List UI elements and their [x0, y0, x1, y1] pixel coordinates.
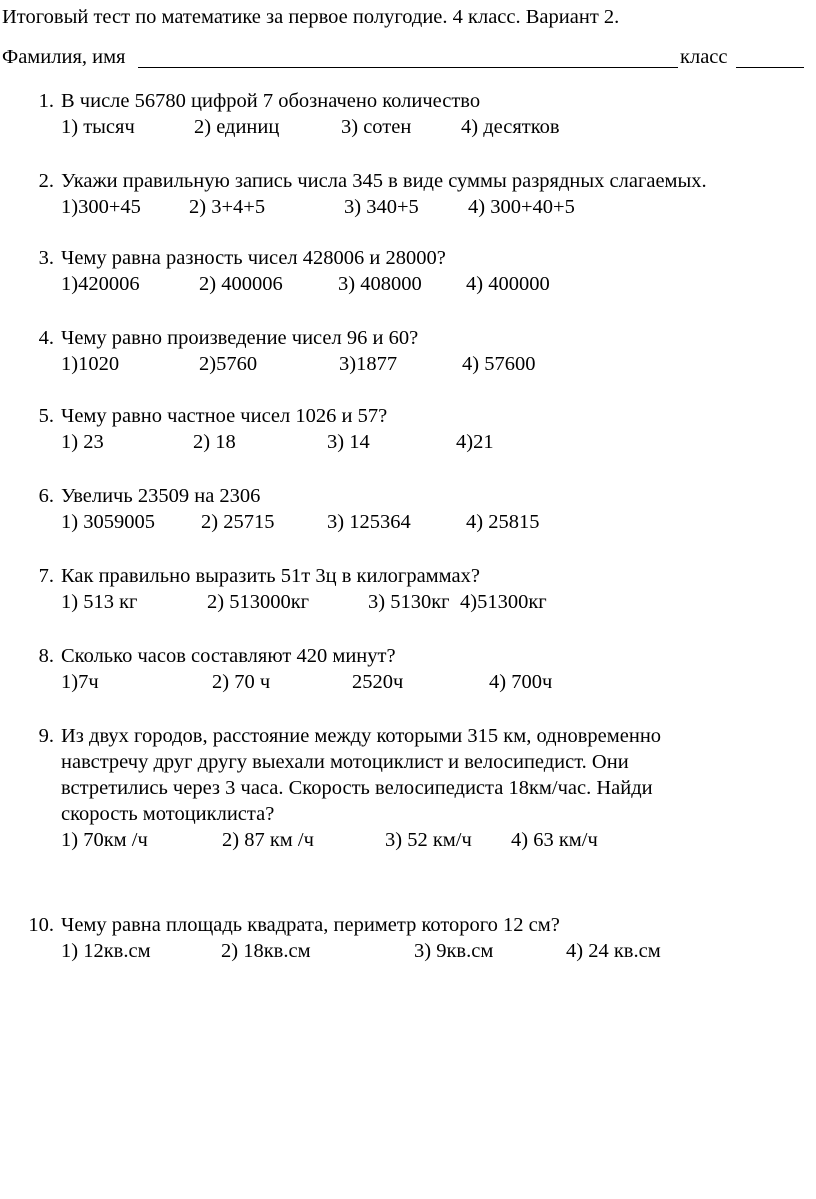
answer-option-2[interactable]: 2) 18	[193, 431, 236, 453]
answer-options	[0, 827, 816, 853]
answer-option-2[interactable]: 2) 400006	[199, 273, 283, 295]
answer-option-4[interactable]: 4)21	[456, 431, 494, 453]
answer-option-1[interactable]: 1)7ч	[61, 671, 99, 693]
answer-option-4[interactable]: 4) 63 км/ч	[511, 829, 598, 851]
answer-option-2[interactable]: 2) 18кв.см	[221, 940, 311, 962]
answer-option-1[interactable]: 1) 12кв.см	[61, 940, 151, 962]
answer-option-1[interactable]: 1) 23	[61, 431, 104, 453]
answer-option-1[interactable]: 1)1020	[61, 353, 120, 375]
question-number: 7.	[38, 565, 54, 587]
student-info-row	[2, 44, 808, 70]
answer-option-2[interactable]: 2) единиц	[194, 116, 280, 138]
answer-options	[0, 589, 816, 615]
question-text-line: В числе 56780 цифрой 7 обозначено количество	[61, 90, 481, 112]
question-text	[61, 563, 781, 589]
class-label: класс	[680, 46, 728, 68]
question-text	[61, 643, 781, 669]
question-text-line: Укажи правильную запись числа 345 в виде суммы разрядных слагаемых.	[61, 170, 707, 192]
question-text-line: Как правильно выразить 51т 3ц в килограммах?	[61, 565, 480, 587]
question-number: 8.	[38, 645, 54, 667]
answer-option-1[interactable]: 1) 70км /ч	[61, 829, 148, 851]
answer-option-3[interactable]: 3) 52 км/ч	[385, 829, 472, 851]
class-blank-line[interactable]	[736, 67, 804, 68]
question-number: 4.	[38, 327, 54, 349]
answer-options	[0, 938, 816, 964]
answer-option-4[interactable]: 4) 24 кв.см	[566, 940, 661, 962]
answer-option-2[interactable]: 2) 70 ч	[212, 671, 271, 693]
question-text	[61, 325, 781, 351]
answer-option-3[interactable]: 2520ч	[352, 671, 404, 693]
answer-option-3[interactable]: 3) 125364	[327, 511, 411, 533]
answer-options	[0, 509, 816, 535]
answer-option-3[interactable]: 3) 340+5	[344, 196, 419, 218]
question-text-line: встретились через 3 часа. Скорость велосипедиста 18км/час. Найди	[61, 777, 653, 799]
answer-option-1[interactable]: 1)420006	[61, 273, 140, 295]
question-text-line: Из двух городов, расстояние между которыми 315 км, одновременно	[61, 725, 662, 747]
question-text-line: Чему равно частное чисел 1026 и 57?	[61, 405, 388, 427]
answer-option-4[interactable]: 4) 300+40+5	[468, 196, 575, 218]
question-text-line: Увеличь 23509 на 2306	[61, 485, 261, 507]
question-text	[61, 88, 781, 114]
question-number: 5.	[38, 405, 54, 427]
answer-option-1[interactable]: 1)300+45	[61, 196, 141, 218]
answer-options	[0, 271, 816, 297]
answer-options	[0, 114, 816, 140]
answer-option-4[interactable]: 4)51300кг	[460, 591, 547, 613]
answer-option-2[interactable]: 2) 3+4+5	[189, 196, 266, 218]
question-number: 6.	[38, 485, 54, 507]
answer-option-3[interactable]: 3) 408000	[338, 273, 422, 295]
answer-option-4[interactable]: 4) десятков	[461, 116, 560, 138]
answer-option-4[interactable]: 4) 400000	[466, 273, 550, 295]
question-text-line: навстречу друг другу выехали мотоциклист и велосипедист. Они	[61, 751, 629, 773]
answer-option-3[interactable]: 3) 9кв.см	[414, 940, 494, 962]
question-text-line: Чему равна площадь квадрата, периметр которого 12 см?	[61, 914, 560, 936]
answer-option-3[interactable]: 3)1877	[339, 353, 398, 375]
answer-option-1[interactable]: 1) 3059005	[61, 511, 155, 533]
answer-options	[0, 669, 816, 695]
answer-option-1[interactable]: 1) тысяч	[61, 116, 135, 138]
test-title: Итоговый тест по математике за первое полугодие. 4 класс. Вариант 2.	[2, 6, 620, 28]
question-text-line: скорость мотоциклиста?	[61, 803, 275, 825]
question-text	[61, 168, 781, 194]
answer-option-2[interactable]: 2) 513000кг	[207, 591, 310, 613]
question-text	[61, 483, 781, 509]
answer-option-4[interactable]: 4) 700ч	[489, 671, 553, 693]
answer-option-4[interactable]: 4) 57600	[462, 353, 536, 375]
answer-option-3[interactable]: 3) сотен	[341, 116, 412, 138]
question-text-line: Сколько часов составляют 420 минут?	[61, 645, 396, 667]
question-number: 10.	[28, 914, 54, 936]
answer-options	[0, 351, 816, 377]
name-blank-line[interactable]	[138, 67, 678, 68]
question-text-line: Чему равно произведение чисел 96 и 60?	[61, 327, 419, 349]
answer-option-4[interactable]: 4) 25815	[466, 511, 540, 533]
answer-option-1[interactable]: 1) 513 кг	[61, 591, 138, 613]
question-number: 3.	[38, 247, 54, 269]
question-text	[61, 912, 781, 938]
name-label: Фамилия, имя	[2, 46, 126, 68]
question-number: 9.	[38, 725, 54, 747]
question-text	[61, 723, 781, 827]
answer-option-2[interactable]: 2) 25715	[201, 511, 275, 533]
question-text-line: Чему равна разность чисел 428006 и 28000?	[61, 247, 446, 269]
answer-options	[0, 429, 816, 455]
question-text	[61, 245, 781, 271]
answer-option-2[interactable]: 2)5760	[199, 353, 258, 375]
question-number: 2.	[38, 170, 54, 192]
answer-option-3[interactable]: 3) 5130кг	[368, 591, 450, 613]
answer-option-2[interactable]: 2) 87 км /ч	[222, 829, 314, 851]
answer-options	[0, 194, 816, 220]
answer-option-3[interactable]: 3) 14	[327, 431, 370, 453]
question-number: 1.	[38, 90, 54, 112]
question-text	[61, 403, 781, 429]
